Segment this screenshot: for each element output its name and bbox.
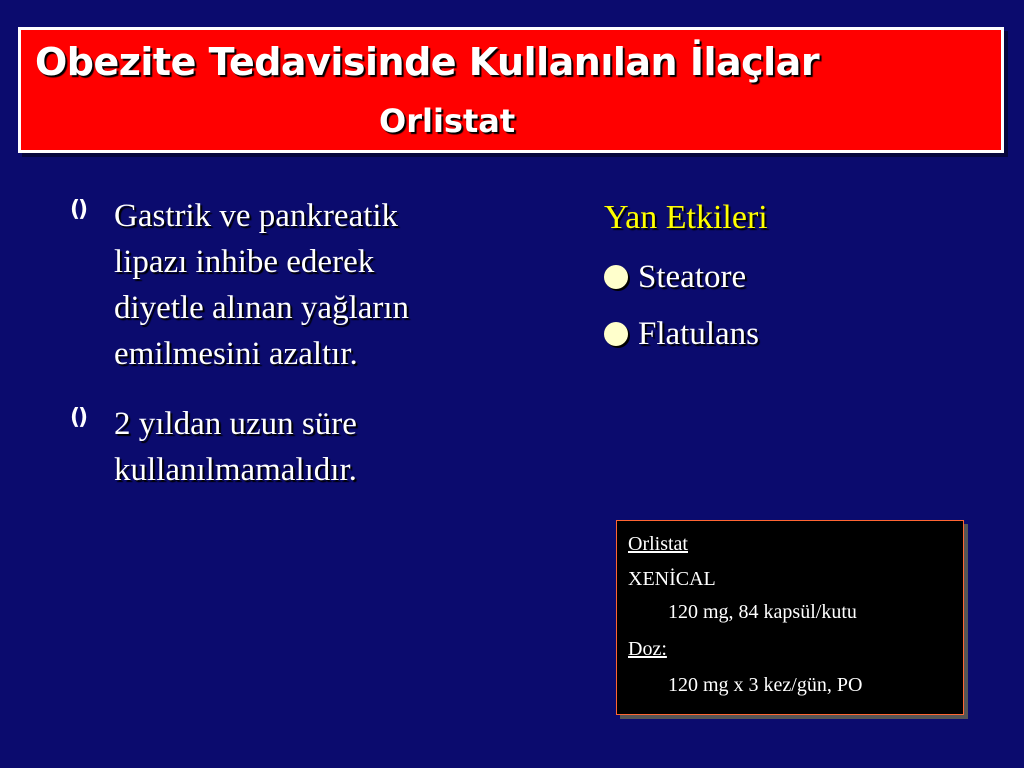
bullet-line: emilmesini azaltır. [114,336,358,372]
bullet-line: kullanılmamalıdır. [114,452,357,488]
bullet-line: lipazı inhibe ederek [114,244,375,280]
dose-label: Doz: [628,638,667,660]
side-effect-label: Flatulans [638,316,759,352]
circle-bullet-icon [604,265,628,289]
side-effect-item [604,316,759,353]
list-item [66,401,506,493]
slide-subtitle: Orlistat [379,102,516,140]
dose-value: 120 mg x 3 kez/gün, PO [668,674,863,696]
bullet-line: 2 yıldan uzun süre [114,406,357,442]
circle-bullet-icon [604,322,628,346]
brand-name: XENİCAL [628,568,716,590]
bullet-text [114,193,506,377]
side-effect-item [604,259,746,296]
title-box [18,27,1004,153]
package-info: 120 mg, 84 kapsül/kutu [668,601,857,623]
list-item [66,193,506,377]
cycle-arrows-icon: () [70,405,87,430]
side-effect-label: Steatore [638,259,747,295]
bullet-line: diyetle alınan yağların [114,290,410,326]
cycle-arrows-icon: () [70,197,87,222]
slide-title: Obezite Tedavisinde Kullanılan İlaçlar [35,40,820,84]
bullet-line: Gastrik ve pankreatik [114,198,399,234]
bullet-list [66,193,506,517]
bullet-text [114,401,506,493]
side-effects-title: Yan Etkileri [604,199,768,236]
drug-info-box [616,520,964,715]
drug-name: Orlistat [628,533,688,555]
